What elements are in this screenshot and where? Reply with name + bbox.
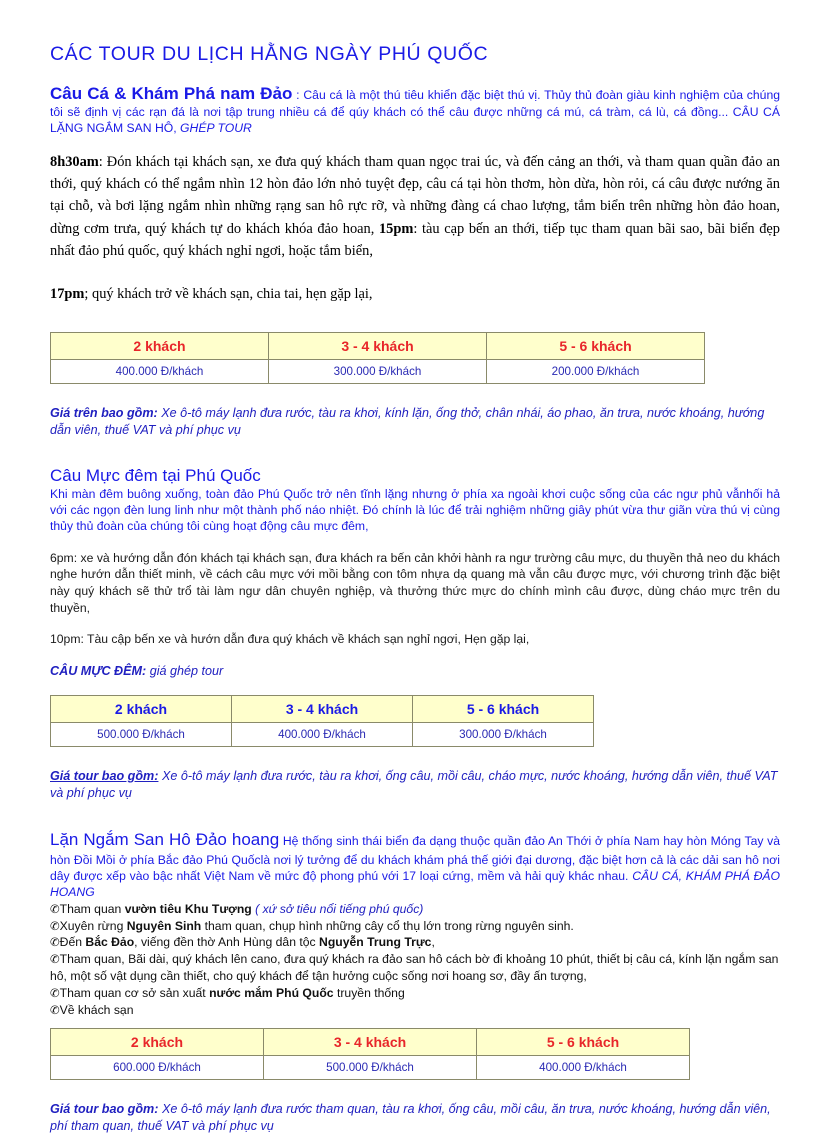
price-table-section-1 [50,332,705,384]
section-1-itinerary [50,151,780,261]
table-price-cell: 300.000 Đ/khách [269,359,487,383]
table-price-cell: 300.000 Đ/khách [413,723,594,747]
closing-time: 17pm [50,285,85,302]
section-3-intro-italic-tail: CÂU CÁ, KHÁM PHÁ ĐẢO HOANG [50,869,781,900]
section-1-heading-separator: : [292,88,304,103]
list-item-emphasis: nước mắm Phú Quốc [209,985,334,1000]
section-2-price-note [50,663,780,680]
table-header-cell: 3 - 4 khách [269,332,487,359]
price-note-text: giá ghép tour [146,664,224,679]
section-3-intro-paragraph [50,829,780,900]
table-header-cell: 3 - 4 khách [232,696,413,723]
itinerary-text: Tàu cập bến xe và hướn dẫn đưa quý khách về khách sạn nghỉ ngơi, Hẹn gặp lại, [83,632,530,647]
includes-label: Giá tour bao gồm: [50,769,159,784]
spacer [50,1019,780,1028]
clock-icon: ✆ [50,985,60,1000]
list-item [50,934,780,951]
section-3-intro-text: Hệ thống sinh thái biển đa dạng thuộc quần đảo An Thới ở phía Nam hay hòn Móng Tay và hòn Đồi Mồi ở phía Bắc đảo Phú Quốclà nơi lý tưởng để du khách khám phá thế giới đại dương, đặc biệt hơn cả là các dải san hô nơi dây được xếp vào bậc nhất Việt Nam về mức độ phong phú với 17 loại cứng, mềm và hải quỳ khác nhau. [50,834,781,884]
list-item [50,901,780,918]
table-header-row [51,1028,690,1055]
list-item-emphasis-2: Nguyễn Trung Trực [319,935,432,950]
table-header-cell: 2 khách [51,696,232,723]
list-item-text-mid: , viếng đền thờ Anh Hùng dân tộc [134,935,320,950]
table-header-cell: 5 - 6 khách [477,1028,690,1055]
section-2-heading: Câu Mực đêm tại Phú Quốc [50,465,261,485]
list-item-text: Tham quan, Bãi dài, quý khách lên cano, đưa quý khách ra đảo san hô cách bờ đi khoảng 10 phút, thiết bị câu cá, kính lặn ngắm san hô, một số vật dụng cần thiết, cho quý khách để tận hưởng cuộc sống nơi hoang sơ, đầy ấn tượng, [50,952,779,984]
itinerary-text: xe và hướng dẫn đón khách tại khách sạn, đưa khách ra bến cản khởi hành ra ngư trường câu mực, du thuyền thả neo du khách nghe hướn dẫn thiết minh, về cách câu mực với mồi bằng con tôm nhựa dạ quang mà vẫn câu được mực, với chương trình đặc biệt này quý khách sẽ thử trổ tài làm ngư dân chuyên nghiệp, và thưởng thức mực do chính mình câu được, dùng cháo mực trên du thuyền, [50,550,780,615]
spacer [50,535,780,550]
section-2-itinerary-0 [50,550,780,617]
list-item-text: Đến [59,935,86,950]
table-row [51,1055,690,1079]
spacer [50,262,780,283]
table-row [51,723,594,747]
clock-icon: ✆ [50,901,60,916]
table-header-cell: 3 - 4 khách [264,1028,477,1055]
price-table-section-2 [50,695,594,747]
table-price-cell: 200.000 Đ/khách [487,359,705,383]
section-1-closing [50,283,780,305]
table-price-cell: 500.000 Đ/khách [51,723,232,747]
table-header-cell: 5 - 6 khách [487,332,705,359]
list-item-text: Tham quan cơ sở sản xuất [59,985,210,1000]
table-price-cell: 500.000 Đ/khách [264,1055,477,1079]
list-item-text-tail: truyền thống [333,985,405,1000]
spacer [50,305,780,332]
clock-icon: ✆ [50,935,60,950]
itinerary-time: 10pm: [50,632,84,647]
itinerary-time-0: 8h30am [50,154,99,171]
spacer [50,802,780,829]
itinerary-text-0: Đón khách tại khách sạn, xe đưa quý khách tham quan ngọc trai úc, và đến cảng an thới, và tham quan quần đảo an thới, quý khách có thể ngắm nhìn 12 hòn đảo lớn nhỏ tuyệt đẹp, câu cá tại hòn thơm, hòn dừa, hòn rỏi, cá câu được nướng ăn tại chỗ, và bơi lặng ngắm nhìn những rạng san hô rực rỡ, và những đàng cá chao lượng, tắm biển trên những hòn đảo hoan, dừng cơm trưa, quý khách tự do khách khóa đảo hoan, [50,154,780,237]
list-item [50,918,780,935]
table-price-cell: 400.000 Đ/khách [477,1055,690,1079]
page-title: CÁC TOUR DU LỊCH HẰNG NGÀY PHÚ QUỐC [50,43,489,65]
list-item-text: Xuyên rừng [59,918,127,933]
clock-icon: ✆ [50,1002,60,1017]
spacer [50,1080,780,1101]
price-table-section-3 [50,1028,690,1080]
section-2-intro-paragraph: Khi màn đêm buông xuống, toàn đảo Phú Quốc trở nên tĩnh lặng nhưng ở phía xa ngoài khơi cuộc sống của các ngư phủ vẫnhối hả với các ngọn đèn lung linh như một thành phố náo nhiệt. Đó chính là lúc để trải nghiệm những giây phút vừa thư giãn vừa thú vị cùng thủy thủ đoàn của chúng tôi cùng hoạt động câu mực đêm, [50,486,780,534]
section-3-includes [50,1101,780,1135]
spacer [50,648,780,663]
clock-icon: ✆ [50,918,60,933]
spacer [50,616,780,631]
table-price-cell: 600.000 Đ/khách [51,1055,264,1079]
table-price-cell: 400.000 Đ/khách [51,359,269,383]
includes-text: Xe ô-tô máy lạnh đưa rước tham quan, tàu ra khơi, ống câu, mồi câu, ăn trưa, nước khoáng, hướng dẫn viên, phí tham quan, thuế VAT và phí phục vụ [50,1101,771,1133]
list-item [50,951,780,985]
table-header-cell: 2 khách [51,1028,264,1055]
includes-text: Xe ô-tô máy lạnh đưa rước, tàu ra khơi, kính lặn, ống thở, chân nhái, áo phao, ăn trưa, nước khoáng, hướng dẫn viên, thuế VAT và phí phục vụ [50,405,765,437]
itinerary-time-1: 15pm [378,220,414,237]
spacer [50,747,780,768]
section-1-intro-paragraph [50,84,780,136]
table-header-cell: 2 khách [51,332,269,359]
spacer [50,136,780,151]
list-item-note: ( xứ sở tiêu nổi tiếng phú quốc) [255,901,424,916]
itinerary-sep-1: : [413,220,422,237]
list-item [50,1002,780,1019]
table-header-row [51,332,705,359]
spacer [50,384,780,405]
section-1-includes [50,405,780,439]
clock-icon: ✆ [50,952,60,967]
list-item-text: Tham quan [59,901,125,916]
list-item-text-tail: , [431,935,435,950]
spacer [50,680,780,695]
closing-text: quý khách trở về khách sạn, chia tai, hẹn gặp lại, [92,285,373,302]
list-item [50,985,780,1002]
section-1-intro-italic-tail: GHÉP TOUR [180,121,252,136]
itinerary-time: 6pm: [50,550,78,565]
section-1-intro-text: Câu cá là một thú tiêu khiển đặc biệt thú vị. Thủy thủ đoàn giàu kinh nghiệm của chúng tôi sẽ định vị các rạn đá là nơi tập trung nhiều cá để qúy khách có thể câu được những cá mú, cá tràm, cá lù, cá đồng... CÂU CÁ LẶNG NGẮM SAN HÔ, [50,88,780,136]
list-item-emphasis: vườn tiêu Khu Tượng [124,901,252,916]
spacer [50,439,780,466]
section-3-heading: Lặn Ngắm San Hô Đảo hoang [50,830,280,850]
includes-label: Giá tour bao gồm: [50,1101,159,1116]
list-item-emphasis: Bắc Đảo [85,935,135,950]
table-price-cell: 400.000 Đ/khách [232,723,413,747]
itinerary-sep-0: : [98,154,107,171]
price-note-label: CÂU MỰC ĐÊM: [50,664,147,679]
itinerary-text-1: tàu cạp bến an thới, tiếp tục tham quan bãi sao, bãi biển đẹp nhất đảo phú quốc, quý khách nghỉ ngơi, hoặc tắm biển, [50,220,780,259]
includes-label: Giá trên bao gồm: [50,405,158,420]
list-item-emphasis: Nguyên Sinh [126,918,202,933]
list-item-text-tail: tham quan, chụp hình những cây cổ thụ lớn trong rừng nguyên sinh. [201,918,574,933]
section-1-heading: Câu Cá & Khám Phá nam Đảo [50,84,293,104]
closing-sep: ; [84,285,92,302]
includes-text: Xe ô-tô máy lạnh đưa rước, tàu ra khơi, ống câu, mồi câu, cháo mực, nước khoáng, hướng dẫn viên, thuế VAT và phí phục vụ [50,769,778,801]
list-item-text: Về khách sạn [59,1002,134,1017]
table-header-row [51,696,594,723]
table-header-cell: 5 - 6 khách [413,696,594,723]
section-2-includes [50,768,780,802]
table-row [51,359,705,383]
section-2-itinerary-1 [50,631,780,648]
